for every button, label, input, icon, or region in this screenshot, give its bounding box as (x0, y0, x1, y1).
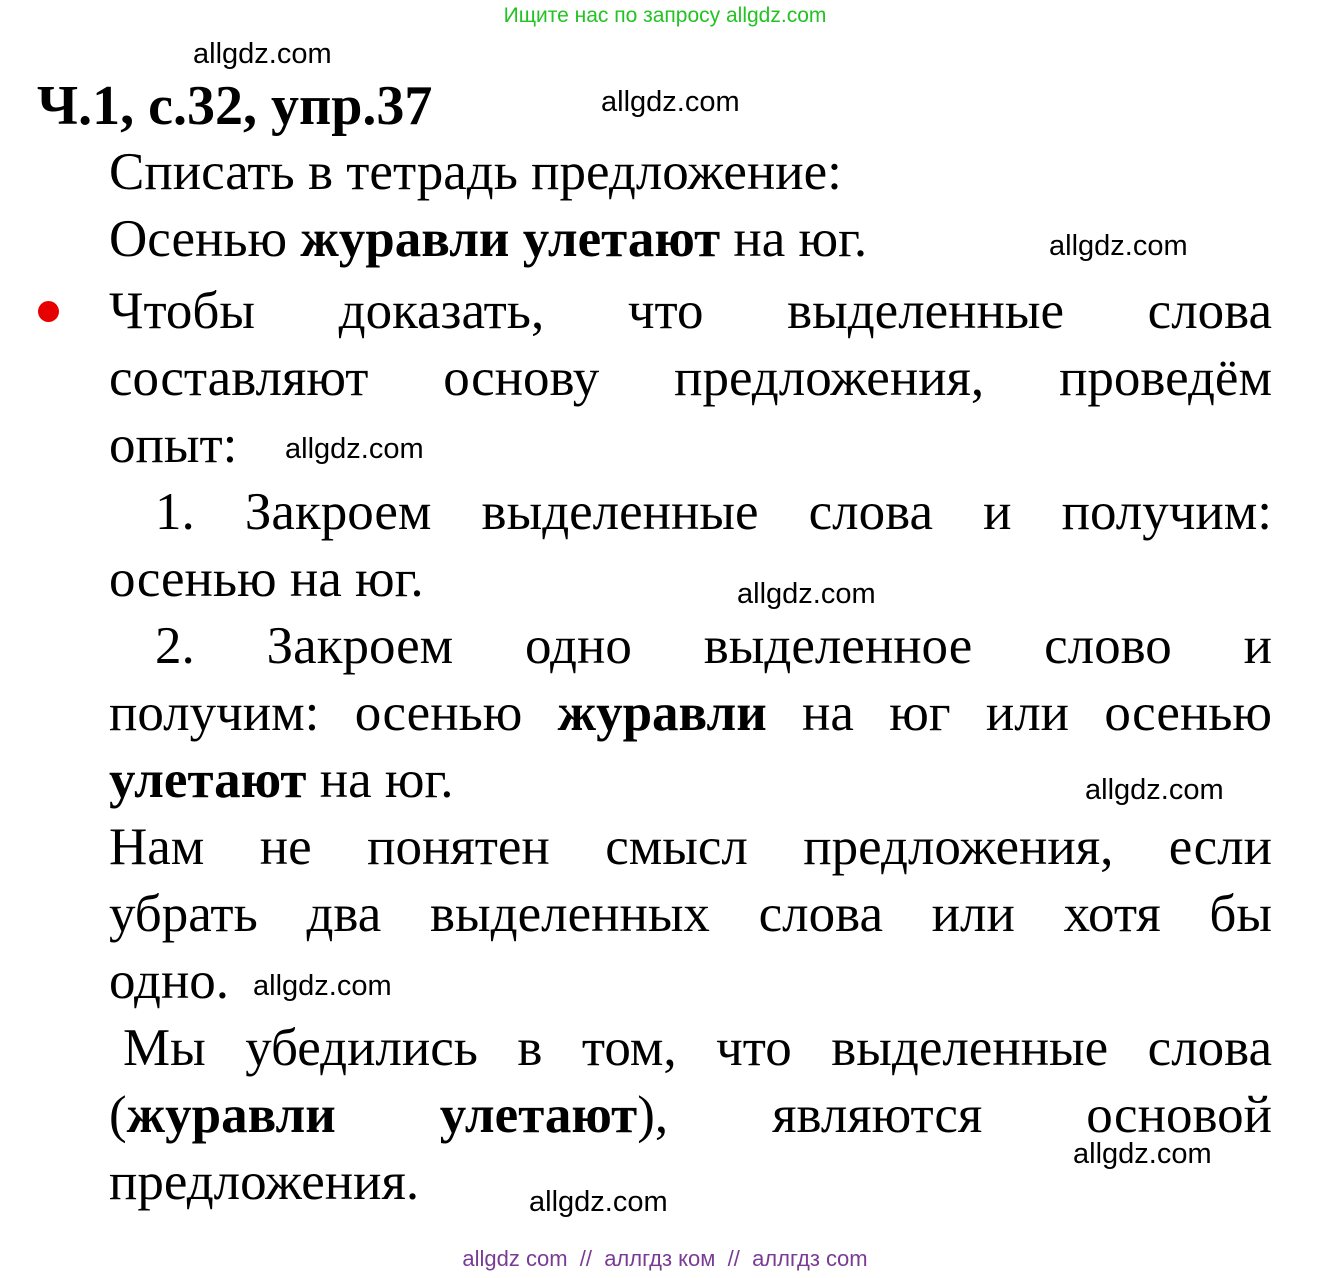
sentence-text: на юг. (720, 210, 868, 268)
conclusion-text: ), (637, 1086, 669, 1144)
step-text: получим: осенью (109, 684, 558, 742)
search-banner: Ищите нас по запросу allgdz.com (503, 4, 827, 27)
conclusion-text: являются (772, 1086, 983, 1144)
sentence-highlight: журавли улетают (300, 210, 721, 268)
bullet-icon (38, 301, 59, 322)
step-line (109, 684, 1272, 742)
watermark: allgdz.com (1073, 1138, 1212, 1170)
watermark: allgdz.com (253, 970, 392, 1002)
proof-line: опыт: (109, 416, 238, 474)
conclusion-text: ( (109, 1086, 127, 1144)
task-instruction: Списать в тетрадь предложение: (109, 143, 842, 201)
page-title: Ч.1, с.32, упр.37 (37, 75, 433, 137)
conclusion-highlight: журавли (126, 1086, 336, 1144)
footer-links: allgdz com // аллгдз ком // аллгдз com (462, 1246, 868, 1271)
proof-line: составляют основу предложения, проведём (109, 349, 1272, 407)
conclusion-highlight: улетают (439, 1086, 638, 1144)
step-text: на юг. (306, 751, 454, 809)
watermark: allgdz.com (737, 578, 876, 610)
watermark: allgdz.com (1049, 230, 1188, 262)
conclusion-line: одно. (109, 952, 230, 1010)
conclusion-text: основой (1086, 1086, 1272, 1144)
watermark: allgdz.com (601, 86, 740, 118)
conclusion-group (439, 1086, 669, 1144)
watermark: allgdz.com (193, 38, 332, 70)
step-highlight: улетают (109, 751, 307, 809)
conclusion-line: убрать два выделенных слова или хотя бы (109, 885, 1272, 943)
task-sentence (109, 210, 868, 268)
watermark: allgdz.com (285, 433, 424, 465)
conclusion-group (109, 1086, 336, 1144)
watermark: allgdz.com (1085, 774, 1224, 806)
conclusion-line (109, 1086, 1272, 1144)
conclusion-line: Мы убедились в том, что выделенные слова (123, 1019, 1272, 1077)
conclusion-line: Нам не понятен смысл предложения, если (109, 818, 1272, 876)
proof-line: Чтобы доказать, что выделенные слова (109, 282, 1272, 340)
step-line (109, 751, 454, 809)
step-line: 1. Закроем выделенные слова и получим: (155, 483, 1272, 541)
step-line: осенью на юг. (109, 550, 424, 608)
step-text: на юг или осенью (766, 684, 1272, 742)
step-highlight: журавли (557, 684, 767, 742)
watermark: allgdz.com (529, 1186, 668, 1218)
conclusion-line: предложения. (109, 1153, 420, 1211)
step-line: 2. Закроем одно выделенное слово и (155, 617, 1272, 675)
sentence-text: Осенью (109, 210, 301, 268)
